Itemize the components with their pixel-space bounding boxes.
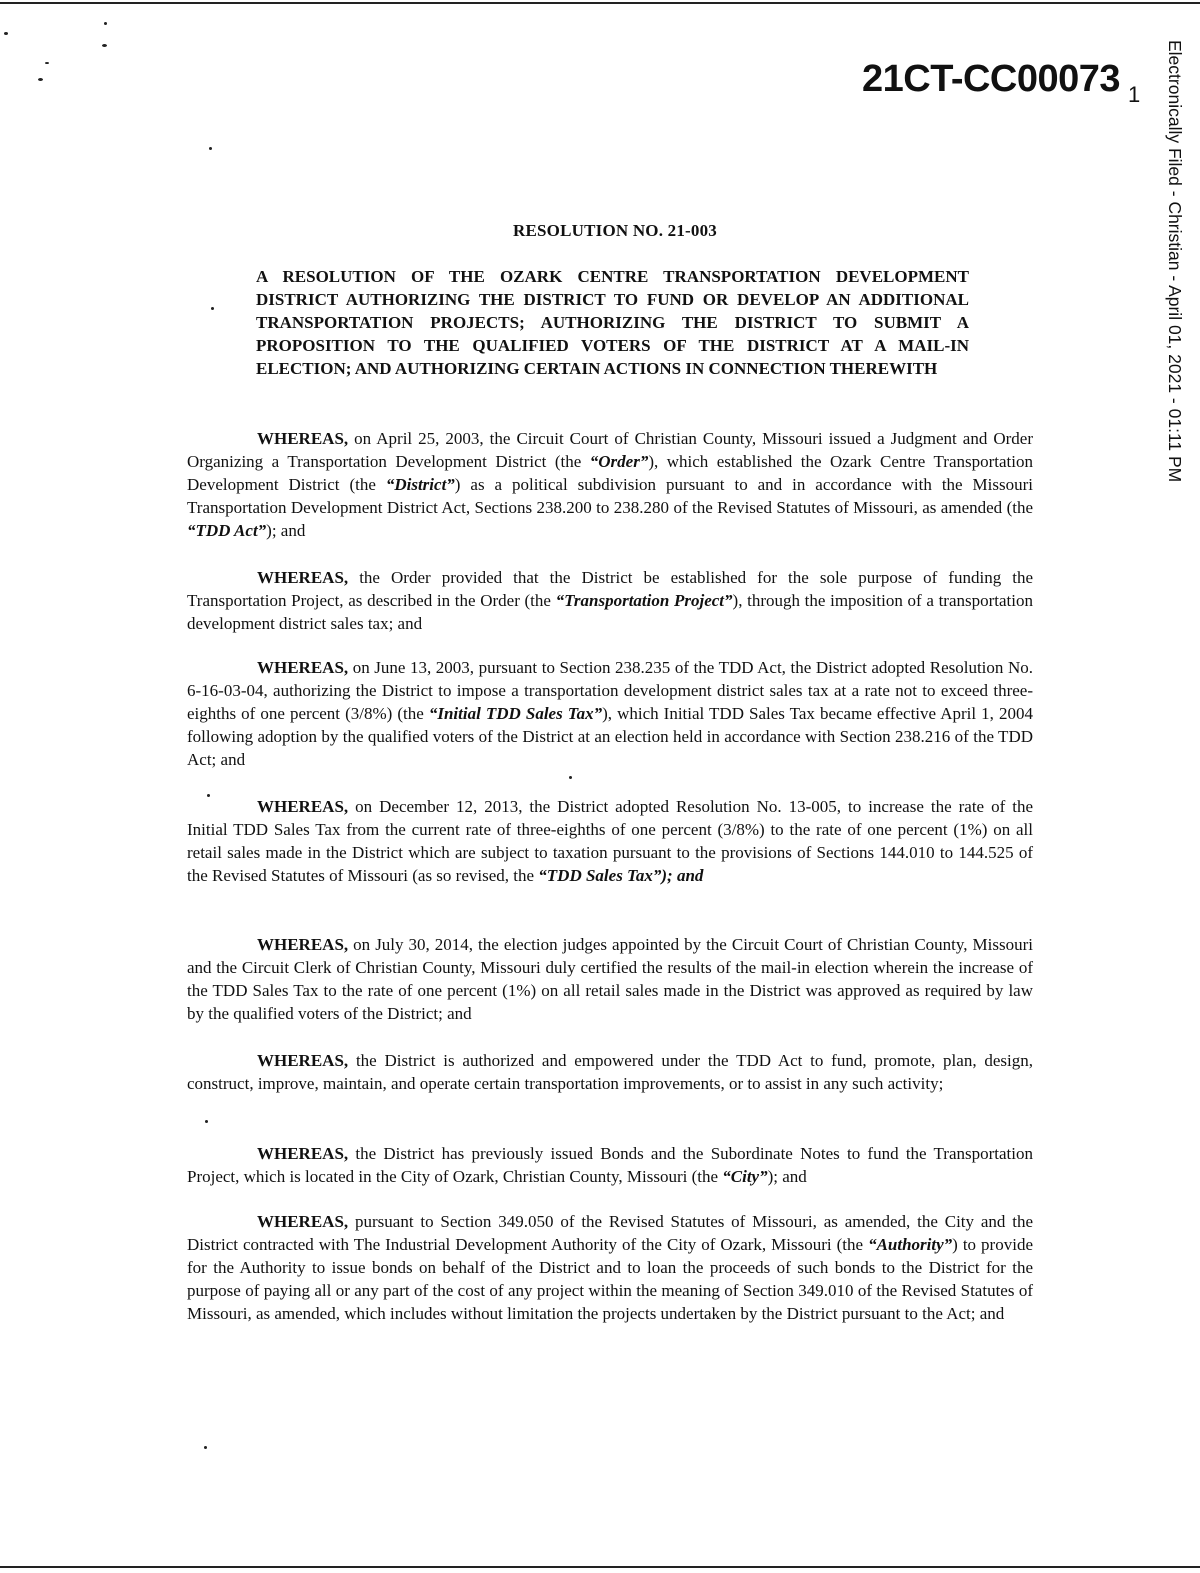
paragraph-text: ), which established the Ozark Centre Transportation Development District (the — [187, 452, 1033, 494]
paragraph-text: ), through the imposition of a transportation development district sales tax; and — [187, 591, 1033, 633]
paragraph-text: ); and — [767, 1167, 807, 1186]
resolution-heading: A RESOLUTION OF THE OZARK CENTRE TRANSPORTATION DEVELOPMENT DISTRICT AUTHORIZING THE DISTRICT TO FUND OR DEVELOP AN ADDITIONAL TRANSPORTATION PROJECTS; AUTHORIZING THE DISTRICT TO SUBMIT A PROPOSITION TO THE QUALIFIED VOTERS OF THE DISTRICT AT A MAIL-IN ELECTION; AND AUTHORIZING CERTAIN ACTIONS IN CONNECTION THEREWITH — [256, 267, 969, 378]
paragraph-text: the District has previously issued Bonds and the Subordinate Notes to fund the Transportation Project, which is located in the City of Ozark, Christian County, Missouri (the — [187, 1144, 1033, 1186]
scan-speck — [102, 44, 107, 47]
defined-term: “Authority” — [868, 1235, 953, 1254]
whereas-paragraph-1 — [187, 427, 1033, 542]
paragraph-text: ); and — [266, 521, 306, 540]
whereas-paragraph-8 — [187, 1210, 1033, 1325]
whereas-lead: WHEREAS, — [257, 1212, 349, 1231]
scan-speck — [569, 776, 572, 779]
case-number: 21CT-CC00073 — [862, 58, 1121, 100]
whereas-paragraph-6 — [187, 1049, 1033, 1095]
resolution-title: RESOLUTION NO. 21-003 — [513, 221, 717, 240]
whereas-lead: WHEREAS, — [257, 1051, 349, 1070]
scan-speck — [205, 1120, 208, 1123]
whereas-paragraph-7 — [187, 1142, 1033, 1188]
whereas-paragraph-3 — [187, 656, 1033, 771]
whereas-paragraph-4 — [187, 795, 1033, 887]
filing-stamp-text: Electronically Filed - Christian - April 01, 2021 - 01:11 PM — [1165, 40, 1185, 483]
bottom-edge-rule — [0, 1566, 1200, 1568]
whereas-lead: WHEREAS, — [257, 935, 349, 954]
scan-speck — [209, 147, 212, 150]
paragraph-text: on June 13, 2003, pursuant to Section 238.235 of the TDD Act, the District adopted Resolution No. 6-16-03-04, authorizing the District to impose a transportation development district sales tax at a rate not to exceed three-eighths of one percent (3/8%) (the — [187, 658, 1033, 723]
filing-stamp — [1155, 40, 1189, 520]
scan-speck — [104, 22, 107, 25]
scan-speck — [204, 1446, 207, 1449]
defined-term: “TDD Act” — [187, 521, 267, 540]
paragraph-text: on December 12, 2013, the District adopted Resolution No. 13-005, to increase the rate of the Initial TDD Sales Tax from the current rate of three-eighths of one percent (3/8%) to the rate of one percent (1%) on all retail sales made in the District which are subject to taxation pursuant to the provisions of Sections 144.010 to 144.525 of the Revised Statutes of Missouri (as so revised, the — [187, 797, 1033, 885]
paragraph-text: pursuant to Section 349.050 of the Revised Statutes of Missouri, as amended, the City and the District contracted with The Industrial Development Authority of the City of Ozark, Missouri (the — [187, 1212, 1033, 1254]
whereas-lead: WHEREAS, — [257, 658, 349, 677]
whereas-lead: WHEREAS, — [257, 429, 349, 448]
paragraph-text: on April 25, 2003, the Circuit Court of Christian County, Missouri issued a Judgment and Order Organizing a Transportation Development District (the — [187, 429, 1033, 471]
whereas-paragraph-2 — [187, 566, 1033, 635]
defined-term: “TDD Sales Tax”); and — [538, 866, 704, 885]
whereas-paragraph-5 — [187, 933, 1033, 1025]
defined-term: “Initial TDD Sales Tax” — [428, 704, 603, 723]
defined-term: “Order” — [589, 452, 649, 471]
whereas-lead: WHEREAS, — [257, 1144, 349, 1163]
whereas-lead: WHEREAS, — [257, 797, 349, 816]
paragraph-text: the Order provided that the District be established for the sole purpose of funding the Transportation Project, as described in the Order (the — [187, 568, 1033, 610]
paragraph-text: on July 30, 2014, the election judges appointed by the Circuit Court of Christian County, Missouri and the Circuit Clerk of Christian County, Missouri duly certified the results of the mail-in election wherein the increase of the TDD Sales Tax to the rate of one percent (1%) on all retail sales made in the District was approved as required by law by the qualified voters of the District; and — [187, 935, 1033, 1023]
scan-speck — [4, 32, 8, 35]
top-edge-rule — [0, 2, 1200, 4]
paragraph-text: ), which Initial TDD Sales Tax became effective April 1, 2004 following adoption by the qualified voters of the District at an election held in accordance with Section 238.216 of the TDD Act; and — [187, 704, 1033, 769]
whereas-lead: WHEREAS, — [257, 568, 349, 587]
scan-speck — [38, 78, 43, 81]
scan-speck — [211, 307, 214, 310]
defined-term: “City” — [722, 1167, 768, 1186]
paragraph-text: ) to provide for the Authority to issue bonds on behalf of the District and to loan the proceeds of such bonds to the District for the purpose of paying all or any part of the cost of any project within the meaning of Section 349.010 of the Revised Statutes of Missouri, as amended, which includes without limitation the projects undertaken by the District pursuant to the Act; and — [187, 1235, 1033, 1323]
paragraph-text: the District is authorized and empowered under the TDD Act to fund, promote, plan, design, construct, improve, maintain, and operate certain transportation improvements, or to assist in any such activity; — [187, 1051, 1033, 1093]
paragraph-text: ) as a political subdivision pursuant to and in accordance with the Missouri Transportation Development District Act, Sections 238.200 to 238.280 of the Revised Statutes of Missouri, as amended (the — [187, 475, 1033, 517]
defined-term: “District” — [385, 475, 455, 494]
defined-term: “Transportation Project” — [555, 591, 733, 610]
case-number-suffix: 1 — [1128, 82, 1141, 107]
scan-speck — [45, 62, 49, 64]
